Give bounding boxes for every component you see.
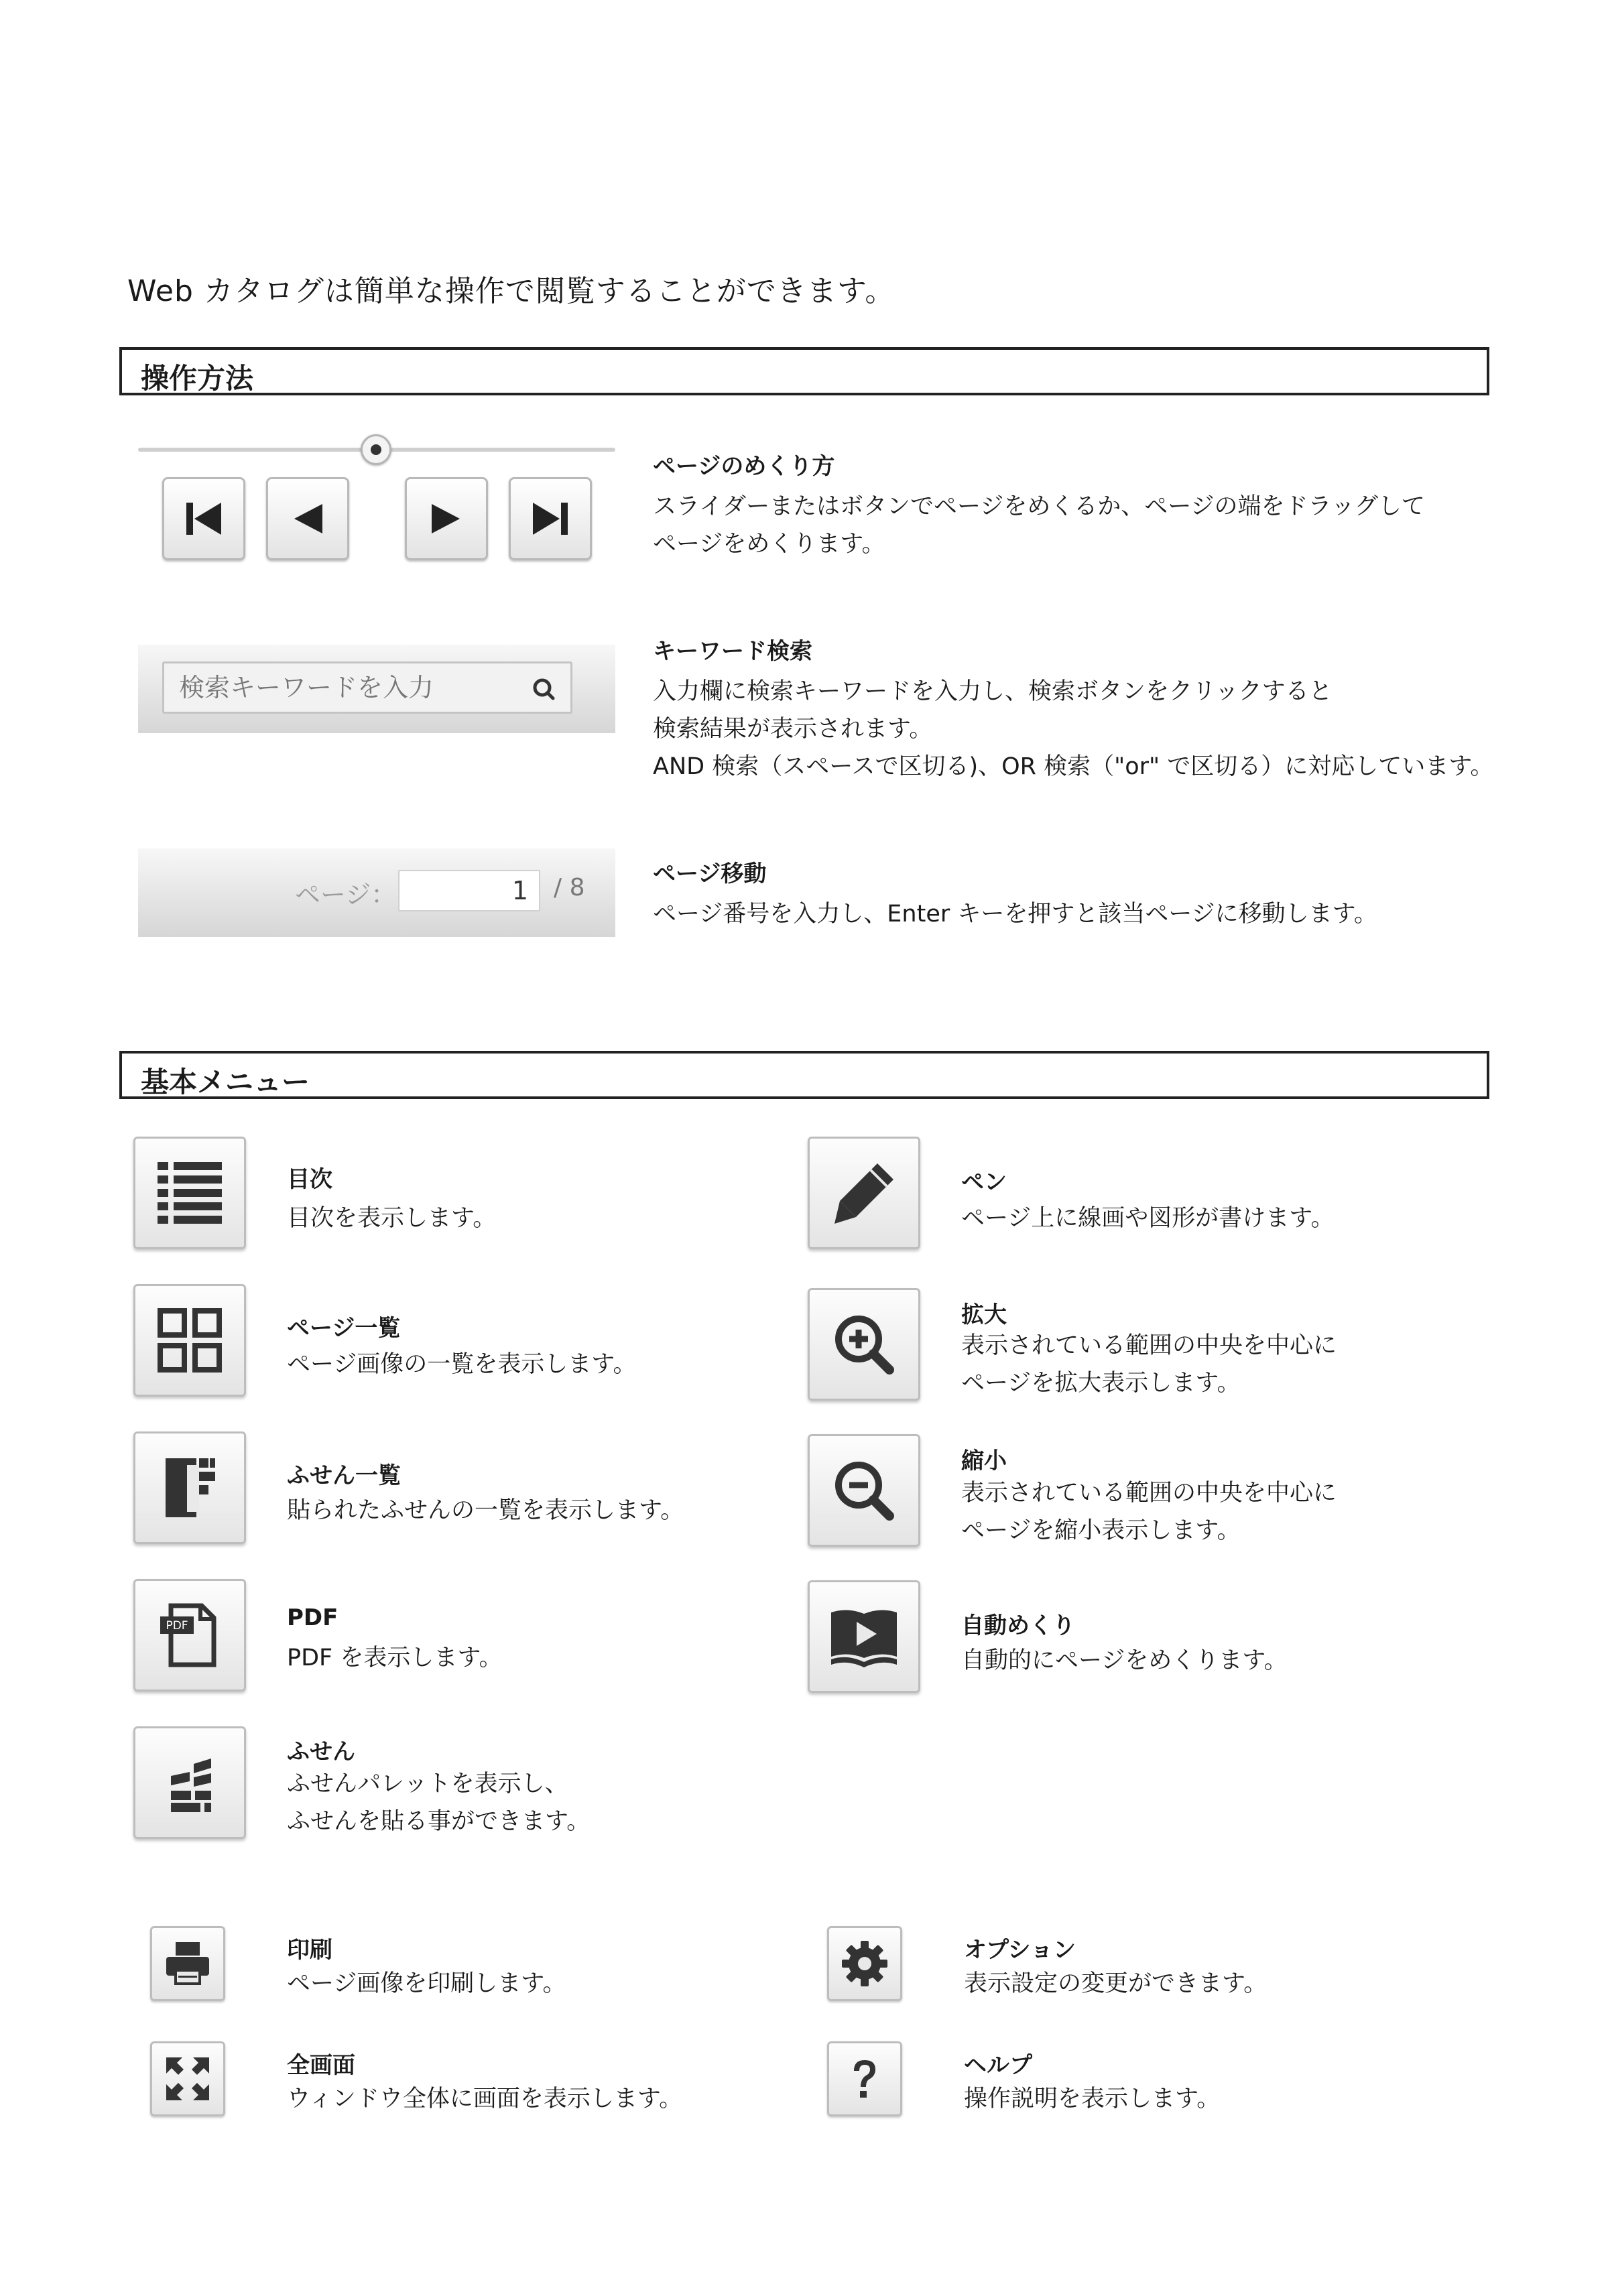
- print-title: 印刷: [287, 1937, 332, 1964]
- paging-heading: ページのめくり方: [653, 453, 835, 480]
- search-desc-2: 検索結果が表示されます。: [653, 716, 933, 743]
- search-desc-3: AND 検索（スペースで区切る)、OR 検索（"or" で区切る）に対応しています。: [653, 753, 1494, 780]
- page-list-button[interactable]: [133, 1284, 246, 1397]
- sticky-list-title: ふせん一覧: [287, 1462, 401, 1489]
- jump-heading: ページ移動: [653, 860, 767, 887]
- prev-page-icon: [289, 500, 326, 537]
- zoom-in-desc-2: ページを拡大表示します。: [961, 1370, 1241, 1397]
- sticky-title: ふせん: [287, 1738, 355, 1765]
- next-page-icon: [428, 500, 465, 537]
- page-number-field[interactable]: [398, 870, 540, 911]
- sticky-icon: [156, 1749, 223, 1816]
- zoom-in-button[interactable]: [808, 1288, 920, 1401]
- page-number-input[interactable]: [399, 871, 539, 910]
- zoom-in-icon: [830, 1311, 898, 1378]
- sticky-list-desc: 貼られたふせんの一覧を表示します。: [287, 1497, 684, 1524]
- pdf-desc: PDF を表示します。: [287, 1645, 503, 1671]
- search-icon[interactable]: [530, 676, 557, 702]
- paging-desc-2: ページをめくります。: [653, 531, 885, 558]
- pen-title: ペン: [961, 1169, 1007, 1196]
- auto-flip-desc: 自動的にページをめくります。: [961, 1647, 1288, 1674]
- last-page-icon: [530, 500, 570, 537]
- pdf-icon-label: PDF: [166, 1619, 188, 1633]
- zoom-in-desc-1: 表示されている範囲の中央を中心に: [961, 1332, 1337, 1359]
- zoom-out-desc-2: ページを縮小表示します。: [961, 1517, 1241, 1544]
- question-icon: [841, 2055, 889, 2103]
- print-desc: ページ画像を印刷します。: [287, 1970, 566, 1997]
- grid-icon: [156, 1307, 223, 1374]
- prev-page-button[interactable]: [266, 477, 349, 560]
- help-button[interactable]: [827, 2041, 902, 2116]
- pen-desc: ページ上に線画や図形が書けます。: [961, 1205, 1335, 1232]
- search-field[interactable]: [162, 661, 572, 714]
- page-label: ページ：: [295, 880, 397, 909]
- option-title: オプション: [964, 1937, 1076, 1964]
- zoom-out-desc-1: 表示されている範囲の中央を中心に: [961, 1480, 1337, 1507]
- sticky-desc-2: ふせんを貼る事ができます。: [287, 1808, 591, 1835]
- search-desc-1: 入力欄に検索キーワードを入力し、検索ボタンをクリックすると: [653, 678, 1333, 705]
- zoom-out-icon: [830, 1457, 898, 1524]
- page-list-desc: ページ画像の一覧を表示します。: [287, 1351, 637, 1378]
- sticky-button[interactable]: [133, 1726, 246, 1839]
- toc-button[interactable]: [133, 1137, 246, 1249]
- printer-icon: [164, 1939, 212, 1988]
- section-title: 操作方法: [141, 362, 254, 395]
- help-desc: 操作説明を表示します。: [964, 2086, 1221, 2112]
- print-button[interactable]: [150, 1926, 225, 2001]
- sticky-desc-1: ふせんパレットを表示し、: [287, 1771, 568, 1797]
- zoom-out-title: 縮小: [961, 1448, 1007, 1474]
- auto-flip-button[interactable]: [808, 1580, 920, 1693]
- page-total: / 8: [554, 874, 585, 901]
- section-header-menu: [119, 1051, 1489, 1099]
- zoom-out-button[interactable]: [808, 1434, 920, 1547]
- list-icon: [156, 1159, 223, 1226]
- toc-title: 目次: [287, 1166, 332, 1193]
- pencil-icon: [830, 1159, 898, 1226]
- sticky-list-button[interactable]: [133, 1431, 246, 1544]
- search-input[interactable]: [178, 670, 515, 705]
- zoom-in-title: 拡大: [961, 1301, 1007, 1328]
- pdf-button[interactable]: [133, 1579, 246, 1692]
- sticky-list-icon: [156, 1454, 223, 1521]
- first-page-icon: [184, 500, 224, 537]
- help-title: ヘルプ: [964, 2052, 1032, 2079]
- page-slider-handle[interactable]: [361, 434, 391, 465]
- option-button[interactable]: [827, 1926, 902, 2001]
- pdf-title: PDF: [287, 1604, 338, 1631]
- section-title: 基本メニュー: [141, 1066, 310, 1098]
- intro-text: Web カタログは簡単な操作で閲覧することができます。: [127, 274, 895, 308]
- jump-desc-1: ページ番号を入力し、Enter キーを押すと該当ページに移動します。: [653, 901, 1377, 928]
- section-header-operation: [119, 347, 1489, 395]
- search-heading: キーワード検索: [653, 638, 812, 665]
- first-page-button[interactable]: [162, 477, 245, 560]
- paging-desc-1: スライダーまたはボタンでページをめくるか、ページの端をドラッグして: [653, 493, 1425, 520]
- last-page-button[interactable]: [509, 477, 592, 560]
- gear-icon: [841, 1939, 889, 1988]
- option-desc: 表示設定の変更ができます。: [964, 1970, 1267, 1997]
- fullscreen-title: 全画面: [287, 2052, 355, 2079]
- next-page-button[interactable]: [405, 477, 488, 560]
- auto-flip-icon: [827, 1603, 901, 1670]
- expand-icon: [164, 2055, 212, 2103]
- page-list-title: ページ一覧: [287, 1315, 401, 1342]
- fullscreen-button[interactable]: [150, 2041, 225, 2116]
- auto-flip-title: 自動めくり: [961, 1612, 1075, 1639]
- pdf-icon: [156, 1602, 223, 1669]
- toc-desc: 目次を表示します。: [287, 1205, 497, 1232]
- pen-button[interactable]: [808, 1137, 920, 1249]
- fullscreen-desc: ウィンドウ全体に画面を表示します。: [287, 2086, 683, 2112]
